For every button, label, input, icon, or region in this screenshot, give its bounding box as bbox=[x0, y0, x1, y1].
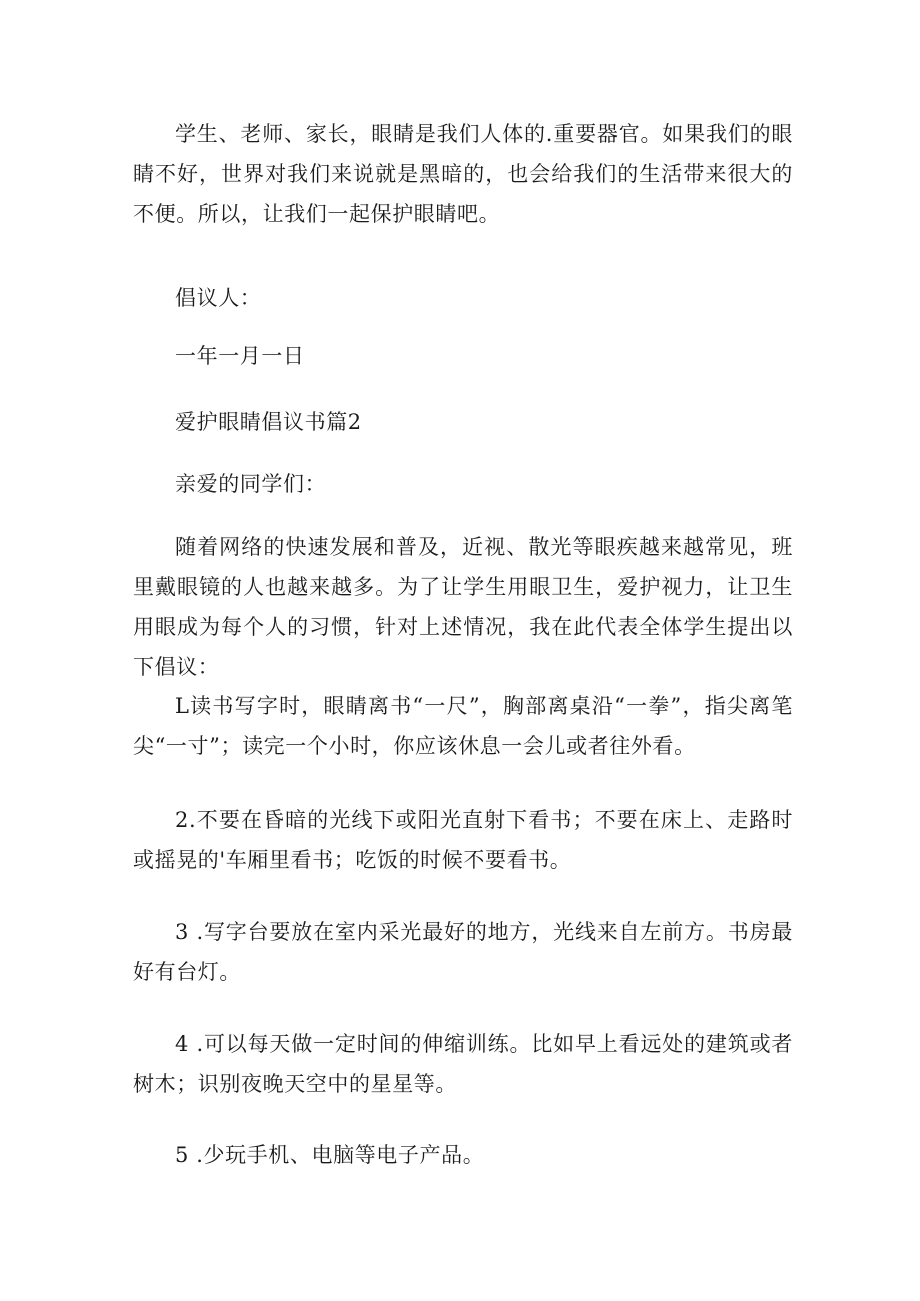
proposal-item-1: L读书写字时，眼睛离书“一尺”，胸部离桌沿“一拳”，指尖离笔尖“一寸”；读完一个小时，你应该休息一会儿或者往外看。 bbox=[133, 694, 793, 758]
proposal-item-2: 2.不要在昏暗的光线下或阳光直射下看书；不要在床上、走路时或摇晃的'车厢里看书；吃饭的时候不要看书。 bbox=[133, 808, 793, 872]
intro-paragraph: 学生、老师、家长，眼睛是我们人体的.重要器官。如果我们的眼睛不好，世界对我们来说就是黑暗的，也会给我们的生活带来很大的不便。所以，让我们一起保护眼睛吧。 bbox=[133, 122, 793, 226]
body-paragraph: 随着网络的快速发展和普及，近视、散光等眼疾越来越常见，班里戴眼镜的人也越来越多。为了让学生用眼卫生，爱护视力，让卫生用眼成为每个人的习惯，针对上述情况，我在此代表全体学生提出以下倡议： bbox=[133, 535, 793, 679]
date-line: 一年一月一日 bbox=[175, 344, 305, 368]
salutation: 亲爱的同学们： bbox=[175, 472, 327, 496]
proposal-item-4: 4 .可以每天做一定时间的伸缩训练。比如早上看远处的建筑或者树木；识别夜晚天空中的星星等。 bbox=[133, 1032, 793, 1096]
proposal-item-5: 5 .少玩手机、电脑等电子产品。 bbox=[175, 1143, 485, 1167]
proposer-label: 倡议人： bbox=[175, 286, 262, 310]
proposal-item-3: 3 .写字台要放在室内采光最好的地方，光线来自左前方。书房最好有台灯。 bbox=[133, 920, 793, 984]
section-heading: 爱护眼睛倡议书篇2 bbox=[175, 410, 362, 434]
